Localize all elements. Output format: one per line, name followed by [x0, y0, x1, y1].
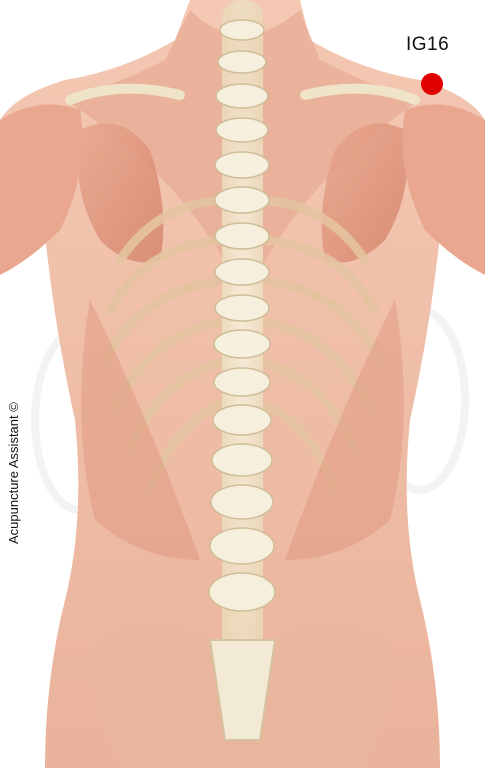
acupoint-label: IG16	[406, 34, 450, 55]
acupoint-marker[interactable]	[421, 73, 443, 95]
copyright-watermark: Acupuncture Assistant ©	[6, 402, 21, 544]
